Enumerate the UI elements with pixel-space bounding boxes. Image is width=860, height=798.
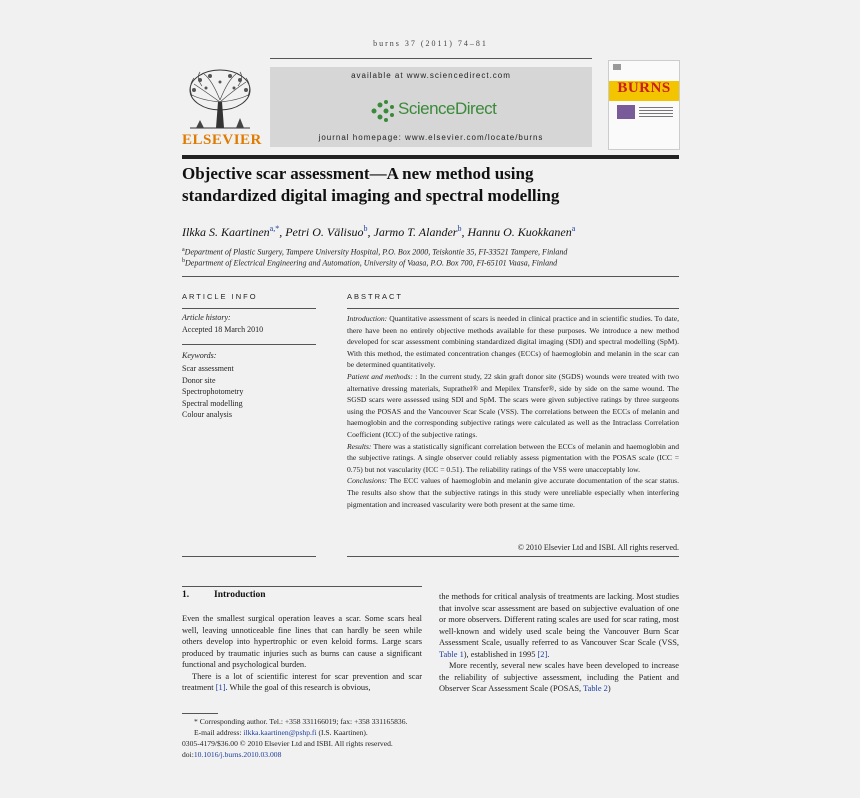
intro-p3-text-end: . bbox=[547, 649, 550, 659]
header-top-rule bbox=[270, 58, 592, 59]
author-affiliation-marker[interactable]: a,* bbox=[269, 224, 280, 233]
accepted-date: Accepted 18 March 2010 bbox=[182, 325, 264, 334]
author-name: Petri O. Välisuo bbox=[285, 225, 364, 239]
journal-citation: burns 37 (2011) 74–81 bbox=[373, 39, 488, 48]
email-link[interactable]: ilkka.kaartinen@pshp.fi bbox=[243, 728, 317, 737]
abstract-methods-label: Patient and methods: bbox=[347, 371, 413, 381]
affiliation-a-marker: a bbox=[182, 247, 185, 253]
article-info-heading: ARTICLE INFO bbox=[182, 292, 258, 301]
abstract-rule bbox=[347, 308, 679, 309]
author-affiliation-marker[interactable]: a bbox=[571, 224, 576, 233]
abstract-introduction bbox=[347, 313, 679, 371]
abstract-copyright: © 2010 Elsevier Ltd and ISBI. All rights reserved. bbox=[517, 543, 679, 552]
issn-line: 0305-4179/$36.00 © 2010 Elsevier Ltd and ISBI. All rights reserved. bbox=[182, 739, 393, 748]
keywords-rule bbox=[182, 344, 316, 345]
available-at-link[interactable]: available at www.sciencedirect.com bbox=[351, 71, 511, 80]
intro-p4-text: More recently, several new scales have been developed to increase the reliability of subjective assessment, including the Patient and Observer Scar Assessment Scale (POSAS, bbox=[439, 661, 679, 693]
abstract-conclusions bbox=[347, 475, 679, 510]
title-rule bbox=[182, 155, 679, 159]
footnote-rule bbox=[182, 713, 218, 714]
affiliation-b bbox=[182, 258, 679, 268]
author-separator: , bbox=[279, 225, 286, 239]
author-name: Jarmo T. Alander bbox=[373, 225, 458, 239]
cover-text-lines bbox=[639, 107, 673, 119]
intro-paragraph-1: Even the smallest surgical operation leaves a scar. Some scars heal well, leaving unnoticeable fine lines that can hardly be seen while others develop into hypertrophic or even keloid forms. Large scars produced by traumatic injuries such as burns can cause a significant functional and psychological burden. bbox=[182, 614, 422, 669]
intro-paragraph-4 bbox=[439, 660, 679, 695]
title-line-1: Objective scar assessment—A new method using bbox=[182, 164, 534, 183]
abstract-methods bbox=[347, 371, 679, 441]
article-info-bottom-rule bbox=[182, 556, 316, 557]
elsevier-wordmark: ELSEVIER bbox=[182, 132, 262, 148]
doi-line bbox=[182, 749, 427, 760]
keyword-item: Spectral modelling bbox=[182, 398, 243, 408]
introduction-heading bbox=[182, 590, 266, 600]
abstract-conclusions-text: The ECC values of haemoglobin and melanin give accurate documentation of the scar status. The results also show that the subjective ratings in this study were unreliable especially when interfering pigmentation and increased vascularity were both present at the same time. bbox=[347, 476, 679, 509]
right-column bbox=[439, 591, 679, 695]
intro-paragraph-2 bbox=[182, 671, 422, 694]
reference-link-2[interactable]: [2] bbox=[537, 649, 548, 659]
abstract-conclusions-label: Conclusions: bbox=[347, 476, 388, 486]
abstract-results-label: Results: bbox=[347, 441, 372, 451]
author-separator: , bbox=[461, 225, 468, 239]
affiliation-a-text: Department of Plastic Surgery, Tampere University Hospital, P.O. Box 2000, Teiskontie 35, FI-33521 Tampere, Finland bbox=[184, 247, 568, 257]
section-title: Introduction bbox=[214, 590, 266, 600]
sciencedirect-name: ScienceDirect bbox=[398, 99, 497, 118]
sciencedirect-dots-icon bbox=[370, 99, 396, 123]
affiliation-b-text: Department of Electrical Engineering and Automation, University of Vaasa, P.O. Box 700, FI-65101 Vaasa, Finland bbox=[185, 258, 558, 268]
cover-image bbox=[617, 105, 635, 119]
author-affiliation-marker[interactable]: b bbox=[457, 224, 462, 233]
table-1-link[interactable]: Table 1 bbox=[439, 649, 464, 659]
article-title bbox=[182, 163, 679, 207]
keyword-item: Scar assessment bbox=[182, 364, 234, 373]
intro-p3-text: the methods for critical analysis of treatments are lacking. Most studies that involve scar assessment are based on subjective evaluation of one or more observers. Different rating scales are used for scar rating, most well-known and widely used scale being the Vancouver Burn Scar Assessment Scale, usually referred to as Vancouver Scar Scale (VSS, bbox=[439, 592, 679, 647]
table-2-link[interactable]: Table 2 bbox=[583, 684, 608, 693]
author-name: Hannu O. Kuokkanen bbox=[467, 225, 572, 239]
footnotes bbox=[182, 716, 427, 760]
burns-journal-cover bbox=[608, 60, 680, 150]
sciencedirect-banner bbox=[270, 67, 592, 147]
article-history-label: Article history: bbox=[182, 313, 231, 322]
corresponding-author-note: * Corresponding author. Tel.: +358 331166019; fax: +358 331165836. bbox=[194, 717, 408, 726]
author-list bbox=[182, 224, 679, 240]
abstract-body bbox=[347, 313, 679, 510]
left-column bbox=[182, 613, 422, 694]
keyword-item: Colour analysis bbox=[182, 410, 232, 419]
keyword-item: Donor site bbox=[182, 375, 216, 385]
abstract-heading: ABSTRACT bbox=[347, 292, 404, 301]
keyword-item: Spectrophotometry bbox=[182, 387, 244, 396]
burns-cover-title: BURNS bbox=[617, 80, 671, 96]
article-info-rule bbox=[182, 308, 316, 309]
keywords-list bbox=[182, 363, 243, 421]
intro-p2-text-end: . While the goal of this research is obvious, bbox=[225, 683, 371, 692]
intro-p2-text: There is a lot of scientific interest for scar prevention and scar treatment bbox=[182, 671, 422, 692]
section-number: 1. bbox=[182, 590, 190, 600]
abstract-intro-text: Quantitative assessment of scars is needed in clinical practice and in scientific studies. To date, there have been no entirely objective methods available for these purposes. We introduce a new method developed for scar assessment combining standardized digital imaging (SDI) and spectral modelling (SpM). With this method, the estimated concentration changes (ECCs) of haemoglobin and melanin in the scar can be determined quantitatively. bbox=[347, 314, 679, 370]
sciencedirect-logo bbox=[370, 97, 500, 123]
author-affiliation-marker[interactable]: b bbox=[363, 224, 368, 233]
doi-link[interactable]: 10.1016/j.burns.2010.03.008 bbox=[193, 750, 282, 759]
intro-p4-text-end: ) bbox=[607, 684, 611, 693]
email-after: (I.S. Kaartinen). bbox=[316, 728, 368, 737]
reference-link-1[interactable]: [1] bbox=[215, 683, 226, 692]
affiliation-a bbox=[182, 247, 679, 257]
intro-p3-text-mid: ), established in 1995 bbox=[463, 649, 538, 659]
journal-header bbox=[182, 58, 679, 150]
email-label: E-mail address: bbox=[194, 728, 244, 737]
journal-homepage-link[interactable]: journal homepage: www.elsevier.com/locate/burns bbox=[318, 133, 544, 142]
intro-paragraph-3 bbox=[439, 591, 679, 660]
title-line-2: standardized digital imaging and spectral modelling bbox=[182, 186, 560, 205]
abstract-results bbox=[347, 441, 679, 476]
abstract-results-text: There was a statistically significant correlation between the ECCs of melanin and haemoglobin and the subjective ratings. A single observer could reliably assess pigmentation with the POSAS scale (ICC = 0.75) but not vascularity (ICC = 0.51). The reliability ratings of the VSS were unacceptably low. bbox=[347, 441, 679, 474]
abstract-intro-label: Introduction: bbox=[347, 314, 388, 323]
author-name: Ilkka S. Kaartinen bbox=[182, 225, 270, 239]
affiliation-b-marker: b bbox=[182, 258, 185, 264]
intro-top-rule bbox=[182, 586, 422, 587]
doi-label: doi: bbox=[182, 750, 194, 759]
abstract-methods-text: : In the current study, 22 skin graft donor site (SGDS) wounds were treated with two alternative dressing materials, Suprathel® and Mepilex Transfer®, side by side on the same wound. The SGSD scars were assessed using SDI and SpM. The scars were given subjective ratings by three surgeons using the POSAS and the Vancouver Scar Scale (VSS). The correlations between the ECCs of melanin and haemoglobin and the corresponding subjective ratings were calculated as well as the Intraclass Correlation Coefficient (ICC) of the subjective ratings. bbox=[347, 371, 679, 439]
email-note bbox=[182, 727, 427, 738]
affiliation-rule bbox=[182, 276, 679, 277]
abstract-bottom-rule bbox=[347, 556, 679, 557]
keywords-label: Keywords: bbox=[182, 351, 217, 360]
author-separator: , bbox=[367, 225, 374, 239]
cover-small-mark bbox=[613, 64, 621, 70]
